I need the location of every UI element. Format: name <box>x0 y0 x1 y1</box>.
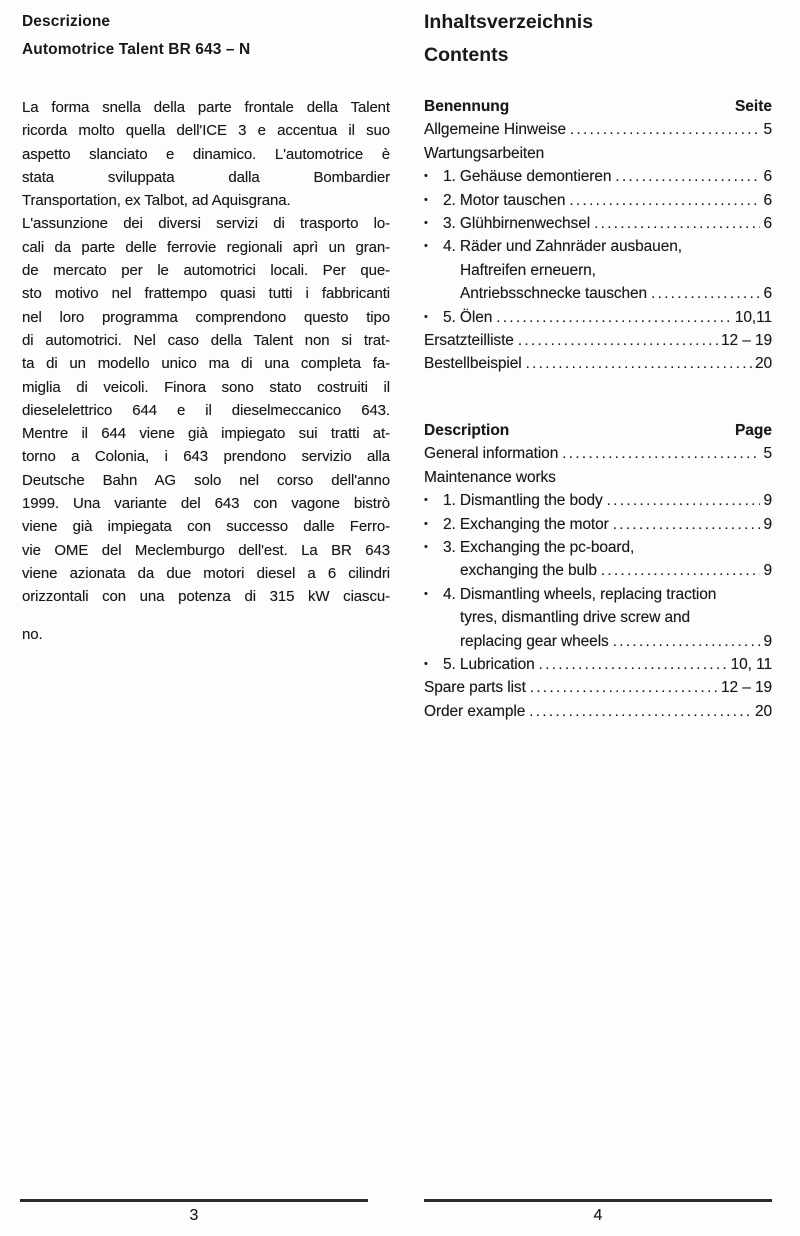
toc-row <box>424 212 772 235</box>
toc-row <box>424 676 772 699</box>
page-number-left: 3 <box>189 1207 199 1224</box>
contents-column <box>424 6 772 723</box>
toc-section <box>424 95 772 376</box>
toc-page-number: 5 <box>763 121 772 139</box>
toc-row-label: 3. Glühbirnenwechsel <box>443 215 591 233</box>
toc-page-number: 6 <box>763 168 772 186</box>
body-text-line: Transportation, ex Talbot, ad Aquisgrana. <box>22 192 291 210</box>
toc-page-number: 20 <box>754 702 772 720</box>
toc-row-label: 5. Ölen <box>443 308 493 326</box>
toc-row-label: 2. Exchanging the motor <box>443 515 609 533</box>
bullet-icon: • <box>424 587 428 600</box>
toc-page-number: 9 <box>763 562 772 580</box>
toc-row <box>424 559 772 582</box>
toc-row <box>424 118 772 141</box>
dot-leader <box>518 329 718 352</box>
toc-row-label: exchanging the bulb <box>460 562 597 580</box>
bullet-icon: • <box>424 310 428 323</box>
toc-title-english: Contents <box>424 44 509 66</box>
bullet-icon: • <box>424 193 428 206</box>
bullet-icon: • <box>424 170 428 183</box>
toc-row <box>424 583 772 606</box>
body-text-line: no. <box>22 625 43 643</box>
dot-leader <box>570 118 760 141</box>
toc-page-number: 9 <box>763 515 772 533</box>
footer-right <box>424 1199 772 1227</box>
toc-row-label: replacing gear wheels <box>460 632 609 650</box>
dot-leader <box>594 212 760 235</box>
toc-row <box>424 259 772 282</box>
toc-header-label: Benennung <box>424 98 510 115</box>
bullet-icon: • <box>424 540 428 553</box>
body-text-line: de mercato per le automotrici locali. Per que- <box>22 262 390 280</box>
toc-page-number: 12 – 19 <box>720 332 772 350</box>
dot-leader <box>651 282 760 305</box>
toc-header-label: Description <box>424 421 510 439</box>
toc-section-header <box>424 95 772 118</box>
body-text-line: vie OME del Meclemburgo dell'est. La BR 643 <box>22 541 390 559</box>
body-text-line: stata sviluppata dalla Bombardier <box>22 168 390 186</box>
description-column <box>22 8 390 646</box>
footer-left <box>20 1199 368 1227</box>
toc-row-label: 1. Gehäuse demontieren <box>443 168 612 186</box>
toc-row-label: Allgemeine Hinweise <box>424 121 566 139</box>
footer-rule-left <box>20 1199 368 1202</box>
toc-section <box>424 419 772 723</box>
toc-row-label: tyres, dismantling drive screw and <box>460 609 691 627</box>
toc-title-german: Inhaltsverzeichnis <box>424 11 594 33</box>
toc-row <box>424 282 772 305</box>
body-text-line: Mentre il 644 viene già impiegato sui tratti at- <box>22 425 390 443</box>
footer-rule-right <box>424 1199 772 1202</box>
dot-leader <box>529 700 752 723</box>
toc-row-label: Ersatzteilliste <box>424 332 514 350</box>
toc-page-number: 9 <box>763 632 772 650</box>
toc-row-label: 3. Exchanging the pc-board, <box>443 538 635 556</box>
body-text-line: sto motivo nel frattempo quasi tutti i fabbricanti <box>22 285 390 303</box>
body-text-line: La forma snella della parte frontale della Talent <box>22 99 390 116</box>
toc-page-number: 6 <box>763 285 772 303</box>
bullet-icon: • <box>424 217 428 230</box>
toc-row-label: 2. Motor tauschen <box>443 191 566 209</box>
dot-leader <box>496 306 732 329</box>
toc-page-number: 12 – 19 <box>720 679 772 697</box>
toc-row-label: Maintenance works <box>424 468 556 486</box>
toc-row <box>424 142 772 165</box>
dot-leader <box>569 189 760 212</box>
toc-row-label: 4. Dismantling wheels, replacing traction <box>443 585 717 603</box>
toc-header-page-label: Page <box>734 421 772 439</box>
toc-row <box>424 235 772 258</box>
toc-page-number: 5 <box>763 445 772 463</box>
body-text-line: torno a Colonia, i 643 prendono servizio alla <box>22 448 390 466</box>
toc-row-label: General information <box>424 445 559 463</box>
body-text-line: di automotrici. Nel caso della Talent non si trat- <box>22 331 390 349</box>
toc-sections <box>424 95 772 723</box>
toc-row <box>424 442 772 465</box>
body-text-line: 1999. Una variante del 643 con vagone bistrò <box>22 495 390 513</box>
toc-row <box>424 630 772 653</box>
toc-row-label: Order example <box>424 702 526 720</box>
body-text-line: miglia di veicoli. Finora sono stato costruiti il <box>22 378 390 396</box>
section-kicker: Descrizione <box>22 13 111 30</box>
toc-row <box>424 165 772 188</box>
toc-row-label: 5. Lubrication <box>443 655 535 673</box>
toc-row <box>424 606 772 629</box>
toc-row <box>424 653 772 676</box>
dot-leader <box>530 676 718 699</box>
toc-row-label: Antriebsschnecke tauschen <box>460 285 648 303</box>
toc-section-header <box>424 419 772 442</box>
toc-row <box>424 352 772 375</box>
dot-leader <box>539 653 728 676</box>
toc-row <box>424 189 772 212</box>
dot-leader <box>615 165 760 188</box>
toc-row-label: Bestellbeispiel <box>424 355 522 373</box>
body-text-line: orizzontali con una potenza di 315 kW ciascu- <box>22 588 390 606</box>
body-text-line: L'assunzione dei diversi servizi di trasporto lo- <box>22 215 390 233</box>
body-text-line: Deutsche Bahn AG solo nel corso dell'anno <box>22 471 390 489</box>
toc-row-label: Haftreifen erneuern, <box>460 261 596 279</box>
body-text-line: cali da parte delle ferrovie regionali aprì un gran- <box>22 238 390 256</box>
body-text-line: dieselelettrico 644 e il dieselmeccanico 643. <box>22 401 390 419</box>
body-text-line: viene azionata da due motori diesel a 6 cilindri <box>22 564 390 582</box>
toc-row-label: 4. Räder und Zahnräder ausbauen, <box>443 238 682 256</box>
toc-row <box>424 489 772 512</box>
bullet-icon: • <box>424 240 428 253</box>
toc-page-number: 10,11 <box>734 308 772 326</box>
toc-page-number: 9 <box>763 492 772 510</box>
toc-page-number: 10, 11 <box>730 655 772 673</box>
body-text-line: ricorda molto quella dell'ICE 3 e accentua il suo <box>22 122 390 140</box>
toc-row <box>424 306 772 329</box>
toc-page-number: 6 <box>763 215 772 233</box>
bullet-icon: • <box>424 494 428 507</box>
document-title: Automotrice Talent BR 643 – N <box>22 41 251 58</box>
dot-leader <box>607 489 761 512</box>
toc-row <box>424 536 772 559</box>
page-footer <box>0 1199 800 1236</box>
toc-page-number: 6 <box>763 191 772 209</box>
dot-leader <box>601 559 761 582</box>
page-number-right: 4 <box>593 1207 603 1224</box>
toc-row <box>424 466 772 489</box>
toc-row-label: Spare parts list <box>424 679 526 697</box>
toc-row <box>424 700 772 723</box>
toc-header-page-label: Seite <box>734 98 772 115</box>
dot-leader <box>562 442 760 465</box>
bullet-icon: • <box>424 517 428 530</box>
dot-leader <box>613 513 761 536</box>
toc-page-number: 20 <box>754 355 772 373</box>
body-text-line: viene già impiegata con successo dalle Ferro- <box>22 518 390 536</box>
bullet-icon: • <box>424 657 428 670</box>
toc-row <box>424 329 772 352</box>
body-text-line: ta di un modello unico ma di una completa fa- <box>22 355 390 373</box>
dot-leader <box>526 352 752 375</box>
body-text-line: aspetto slanciato e dinamico. L'automotrice è <box>22 145 390 163</box>
description-paragraph <box>22 96 390 646</box>
body-text-line: nel loro programma comprendono questo tipo <box>22 308 390 326</box>
toc-row <box>424 513 772 536</box>
dot-leader <box>613 630 761 653</box>
toc-row-label: Wartungsarbeiten <box>424 144 545 162</box>
toc-row-label: 1. Dismantling the body <box>443 492 603 510</box>
